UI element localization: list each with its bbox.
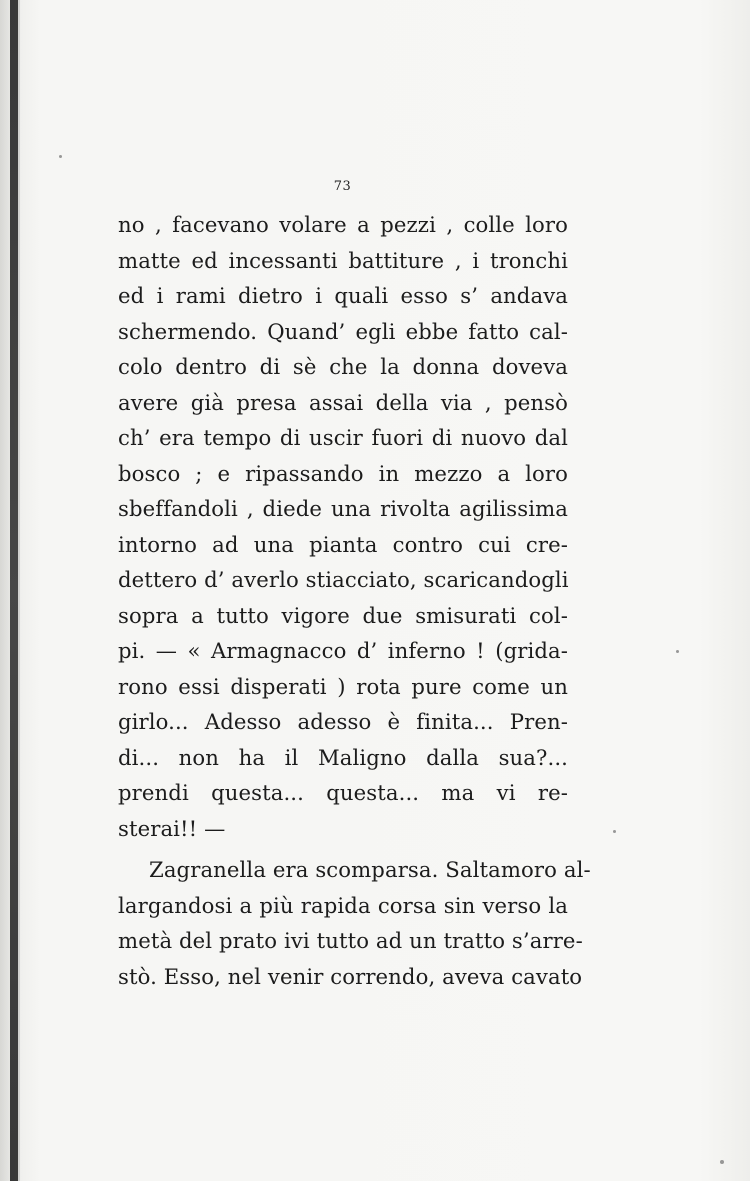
text-line: sterai!! — [118,815,226,841]
text-line: schermendo. Quand’ egli ebbe fatto cal- [118,318,568,344]
text-line: largandosi a più rapida corsa sin verso la [118,892,568,918]
body-text [118,207,591,994]
text-line: ch’ era tempo di uscir fuori di nuovo dal [118,425,568,450]
text-line: metà del prato ivi tutto ad un tratto s’arre- [118,928,583,953]
text-line: Zagranella era scomparsa. Saltamoro al- [149,857,591,882]
text-line: colo dentro di sè che la donna doveva [118,354,568,379]
text-line: di... non ha il Maligno dalla sua?... [118,744,568,770]
paper-speck [676,650,679,653]
text-line: avere già presa assai della via , pensò [118,389,568,415]
page-number: 73 [333,179,352,194]
paper-speck [613,830,616,833]
text-line: girlo... Adesso adesso è finita... Pren- [118,709,568,734]
text-line: sbeffandoli , diede una rivolta agilissima [118,496,568,521]
text-line: no , facevano volare a pezzi , colle loro [118,212,568,237]
text-line: rono essi disperati ) rota pure come un [118,673,568,699]
text-line: sopra a tutto vigore due smisurati col- [118,602,568,628]
text-line: dettero d’ averlo stiacciato, scaricandogli [118,567,569,592]
text-line: ed i rami dietro i quali esso s’ andava [118,283,568,308]
binding-edge-line [10,0,18,1181]
text-line: bosco ; e ripassando in mezzo a loro [118,460,568,486]
text-line: pi. — « Armagnacco d’ inferno ! (grida- [118,638,568,663]
paper-speck [59,155,62,158]
text-line: stò. Esso, nel venir correndo, aveva cavato [118,963,583,989]
text-line: matte ed incessanti battiture , i tronchi [118,247,568,273]
paragraph-1 [118,207,568,846]
text-line: prendi questa... questa... ma vi re- [118,780,568,805]
text-line: intorno ad una pianta contro cui cre- [118,531,568,557]
paragraph-2 [118,852,591,994]
paper-speck [720,1160,724,1164]
